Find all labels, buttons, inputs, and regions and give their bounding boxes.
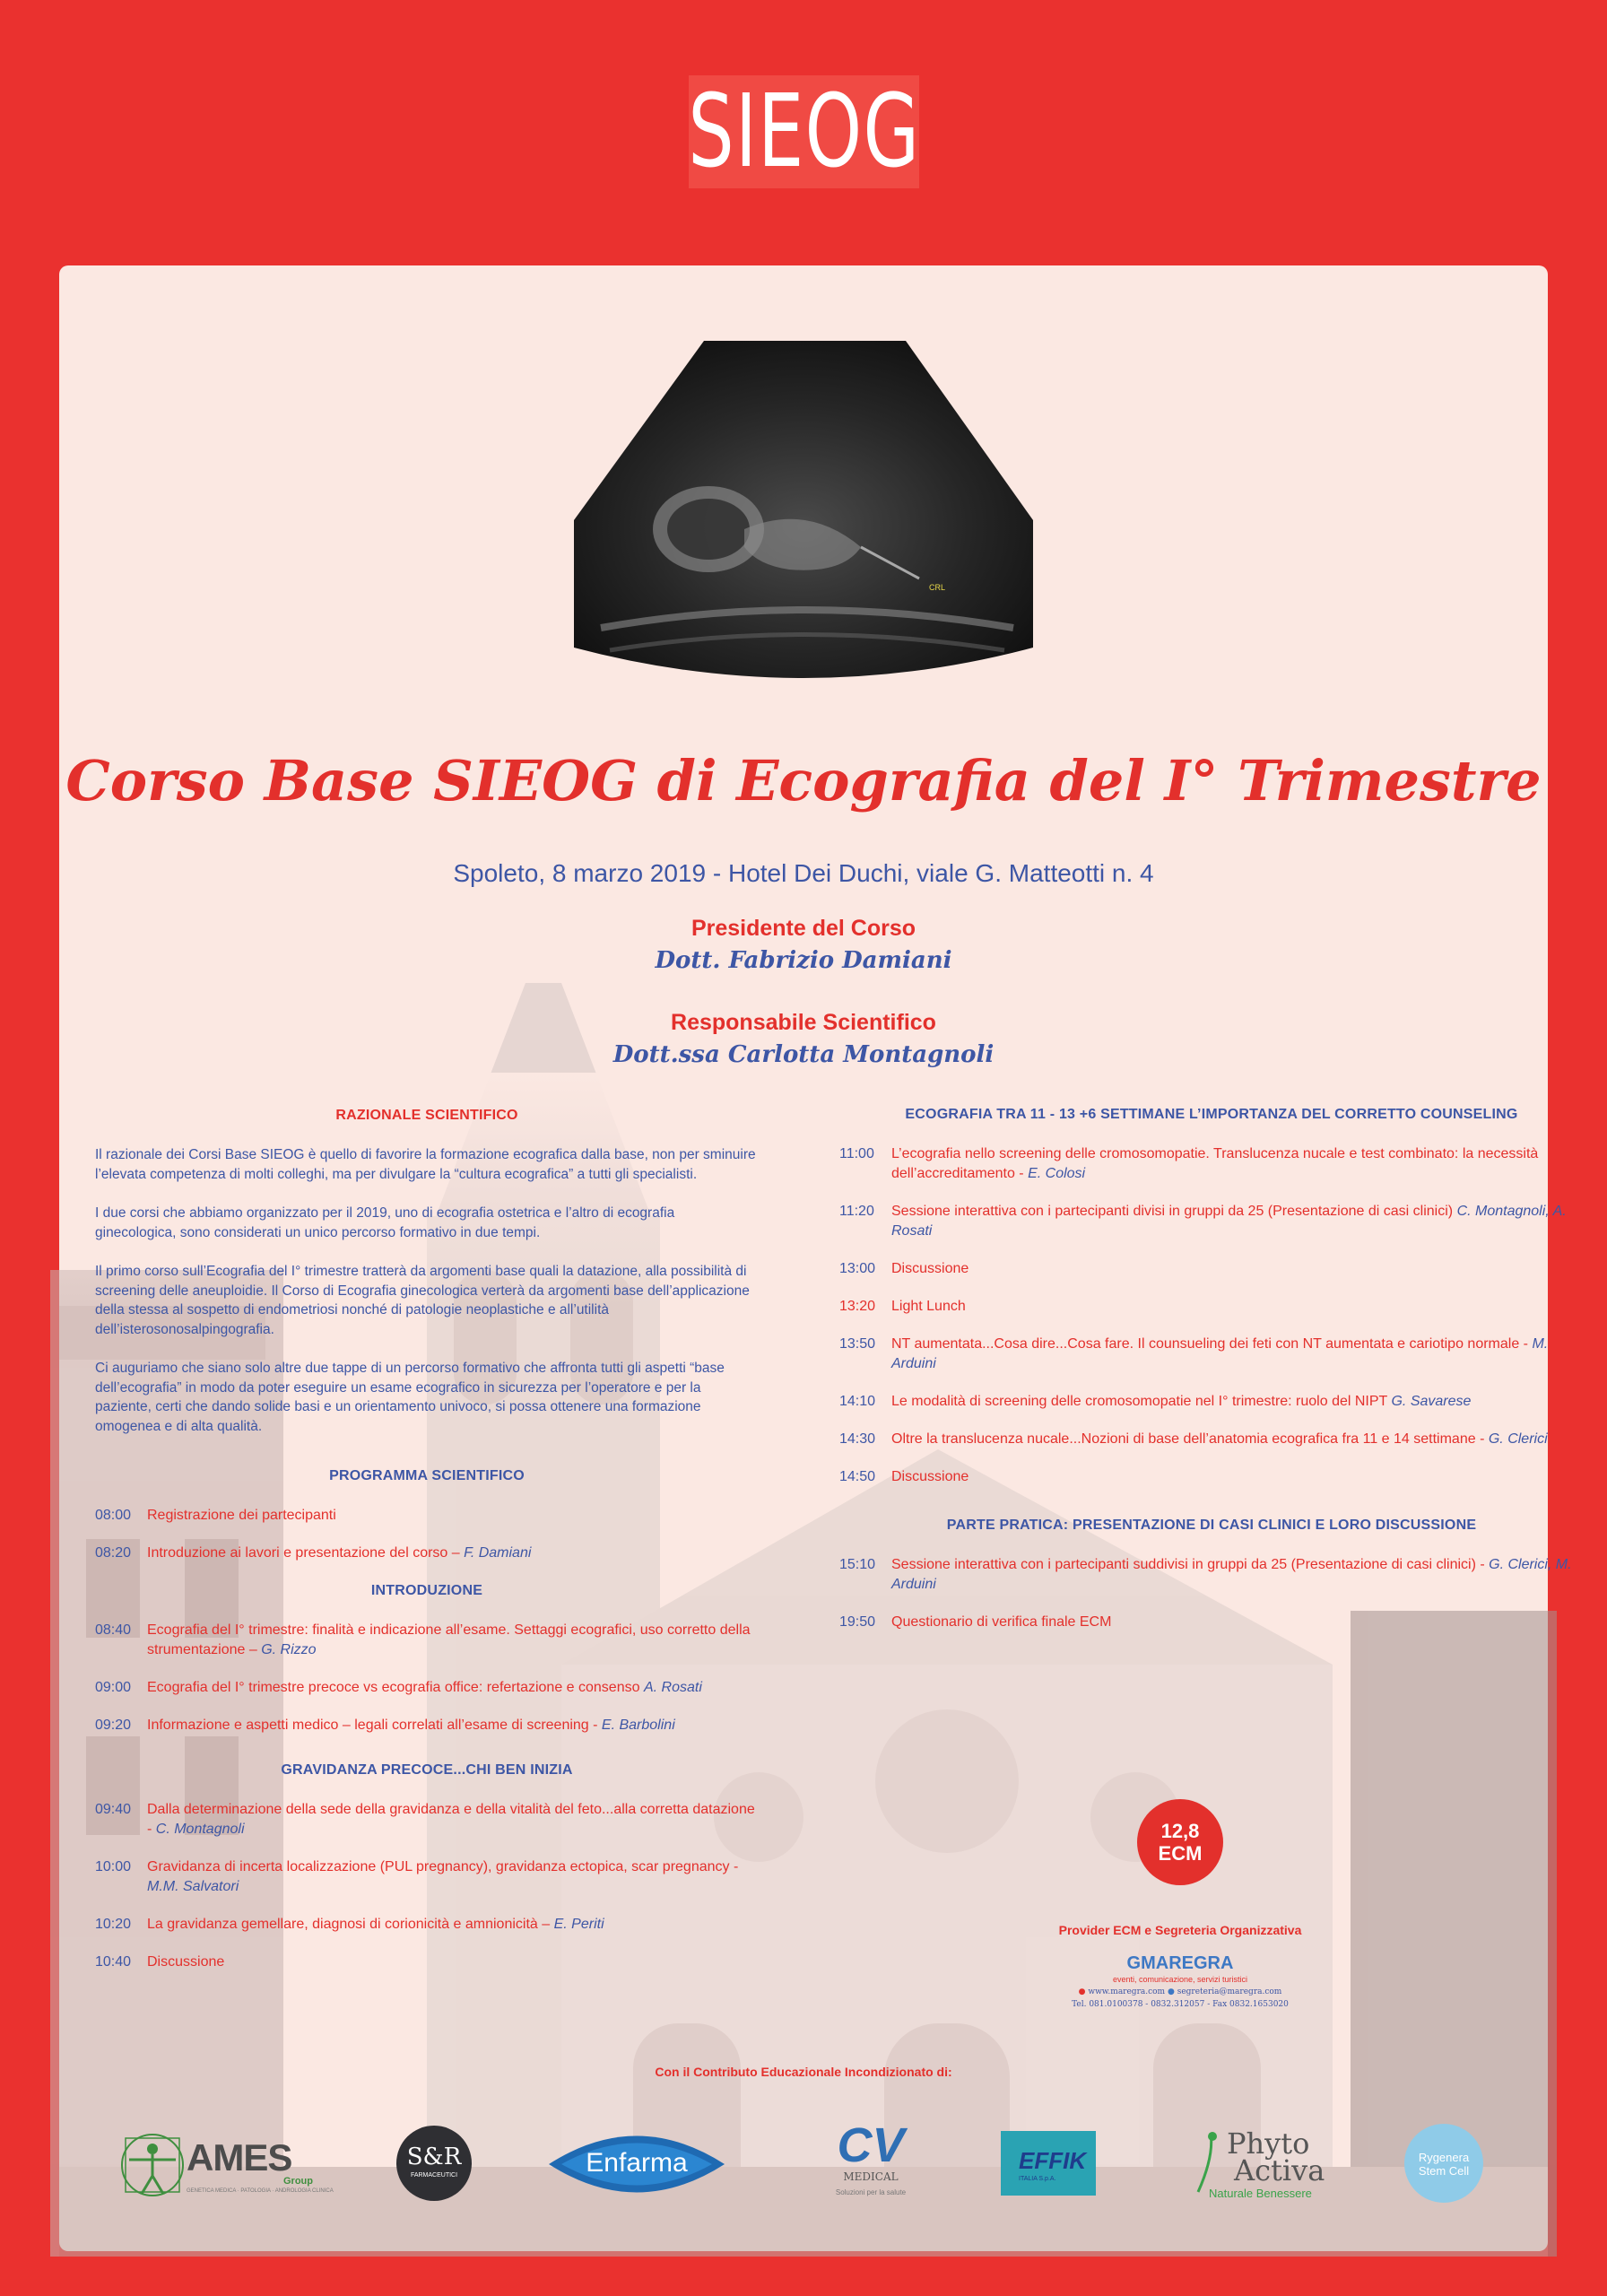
schedule-time: 10:40 — [95, 1954, 132, 1970]
razionale-paragraph: I due corsi che abbiamo organizzato per il 2019, uno di ecografia ostetrica e l’altro di ecografia ginecologica, sono considerati un unico percorso formativo in due tempi. — [95, 1205, 675, 1240]
responsabile-block — [59, 1010, 1548, 1068]
schedule-item — [891, 1335, 1584, 1374]
effik-name: EFFIK — [1019, 2147, 1087, 2174]
phyto-name-2: Activa — [1234, 2153, 1325, 2187]
schedule-desc: Registrazione dei partecipanti — [147, 1508, 336, 1523]
introduzione-list — [95, 1621, 759, 1735]
schedule-item — [147, 1952, 759, 1972]
schedule-item — [891, 1392, 1584, 1412]
maregra-g-icon: G — [1126, 1953, 1142, 1973]
schedule-speaker: E. Barbolini — [601, 1718, 675, 1733]
schedule-row — [839, 1335, 1584, 1374]
schedule-row — [839, 1467, 1584, 1487]
programma-heading: PROGRAMMA SCIENTIFICO — [329, 1468, 525, 1483]
schedule-item — [891, 1555, 1584, 1595]
logo-text: SIEOG — [687, 74, 921, 190]
schedule-speaker: E. Colosi — [1028, 1166, 1086, 1181]
schedule-desc: Le modalità di screening delle cromosomopatie nel I° trimestre: ruolo del NIPT — [891, 1394, 1388, 1409]
schedule-desc: Sessione interattiva con i partecipanti divisi in gruppi da 25 (Presentazione di casi clinici) — [891, 1204, 1454, 1219]
maregra-name: MAREGRA — [1141, 1953, 1234, 1973]
crl-label: CRL — [929, 583, 946, 592]
schedule-time: 19:50 — [839, 1614, 876, 1630]
schedule-time: 09:40 — [95, 1802, 132, 1817]
presidente-label: Presidente del Corso — [691, 916, 916, 941]
schedule-row — [95, 1716, 759, 1735]
schedule-item — [147, 1678, 759, 1698]
rygenera-logo — [1404, 2124, 1483, 2203]
schedule-desc: Discussione — [147, 1954, 225, 1970]
schedule-time: 11:00 — [839, 1146, 874, 1161]
schedule-item — [891, 1202, 1584, 1241]
contributo-label: Con il Contributo Educazionale Incondizionato di: — [655, 2065, 952, 2079]
ames-sub: Group — [283, 2176, 313, 2187]
schedule-time: 14:30 — [839, 1431, 876, 1447]
provider-label: Provider ECM e Segreteria Organizzativa — [1058, 1923, 1302, 1937]
schedule-item — [147, 1716, 759, 1735]
razionale-paragraph: Ci auguriamo che siano solo altre due tappe di un percorso formativo che affronta tutti gli aspetti “base dell’ecografia” in modo da poter eseguire un esame ecografico in sicurezza per l’operatore e per la paziente, certi che dando solide basi e un orientamento univoco, si possa ottenere una formazione omogenea e di alta qualità. — [95, 1361, 725, 1434]
schedule-time: 09:00 — [95, 1680, 132, 1695]
schedule-time: 08:00 — [95, 1508, 132, 1523]
ecografia-heading: ECOGRAFIA TRA 11 - 13 +6 SETTIMANE L’IMPORTANZA DEL CORRETTO COUNSELING — [905, 1107, 1518, 1122]
pratica-list — [839, 1555, 1584, 1632]
schedule-row — [95, 1857, 759, 1897]
schedule-time: 08:40 — [95, 1622, 132, 1638]
presidente-name: Dott. Fabrizio Damiani — [655, 947, 952, 974]
schedule-desc: Sessione interattiva con i partecipanti suddivisi in gruppi da 25 (Presentazione di casi clinici) - — [891, 1557, 1485, 1572]
maregra-web: www.maregra.com — [1088, 1987, 1166, 1996]
ames-logo — [117, 2129, 334, 2201]
schedule-speaker: G. Clerici, M. Arduini — [891, 1557, 1572, 1592]
schedule-item — [147, 1800, 759, 1839]
gravidanza-list — [95, 1800, 759, 1972]
razionale-paragraph: Il razionale dei Corsi Base SIEOG è quello di favorire la formazione ecografica dalla base, non per sminuire l’elevata competenza di molti colleghi, ma per divulgare la “cultura ecografica” a tutti gli specialisti. — [95, 1147, 756, 1182]
schedule-row — [95, 1506, 759, 1526]
right-column — [839, 1105, 1584, 1650]
introduzione-heading: INTRODUZIONE — [370, 1583, 483, 1598]
maregra-email: segreteria@maregra.com — [1177, 1987, 1282, 1996]
schedule-desc: Ecografia del I° trimestre: finalità e indicazione all’esame. Settaggi ecografici, uso corretto della strumentazione – — [147, 1622, 751, 1657]
schedule-time: 10:20 — [95, 1917, 132, 1932]
schedule-desc: Gravidanza di incerta localizzazione (PUL pregnancy), gravidanza ectopica, scar pregnancy - — [147, 1859, 739, 1874]
ames-tag: GENETICA MEDICA · PATOLOGIA · ANDROLOGIA CLINICA — [187, 2188, 334, 2194]
schedule-time: 11:20 — [839, 1204, 874, 1219]
schedule-item — [891, 1430, 1584, 1449]
programma-list — [95, 1506, 759, 1563]
sr-sub: FARMACEUTICI — [410, 2172, 458, 2179]
schedule-item — [147, 1915, 759, 1935]
ecm-badge — [1137, 1799, 1223, 1885]
schedule-desc: NT aumentata...Cosa dire...Cosa fare. Il counsueling dei feti con NT aumentata e cariotipo normale - — [891, 1336, 1528, 1352]
schedule-time: 08:20 — [95, 1545, 132, 1561]
razionale-paragraph: Il primo corso sull’Ecografia del I° trimestre tratterà da argomenti base quali la datazione, alla possibilità di screening delle aneuploidie. Il Corso di Ecografia ginecologica verterà da argomenti base dell’applicazione della stessa al sospetto di endometriosi nonché di patologie neoplastiche e all’utilità dell’isterosonosalpingografia. — [95, 1264, 750, 1337]
schedule-item — [891, 1467, 1584, 1487]
schedule-row — [839, 1144, 1584, 1184]
schedule-desc: Questionario di verifica finale ECM — [891, 1614, 1112, 1630]
schedule-time: 10:00 — [95, 1859, 132, 1874]
schedule-desc: Light Lunch — [891, 1299, 966, 1314]
ecm-unit: ECM — [1158, 1842, 1203, 1865]
maregra-tagline: eventi, comunicazione, servizi turistici — [1112, 1975, 1248, 1984]
schedule-row — [839, 1613, 1584, 1632]
rygenera-name-2: Stem Cell — [1418, 2164, 1470, 2178]
schedule-row — [839, 1555, 1584, 1595]
schedule-desc: Ecografia del I° trimestre precoce vs ecografia office: refertazione e consenso — [147, 1680, 640, 1695]
razionale-heading: RAZIONALE SCIENTIFICO — [335, 1108, 518, 1123]
schedule-row — [839, 1392, 1584, 1412]
schedule-row — [95, 1544, 759, 1563]
effik-sub: ITALIA S.p.A. — [1019, 2176, 1056, 2182]
schedule-desc: L’ecografia nello screening delle cromosomopatie. Translucenza nucale e test combinato: la necessità dell’accreditamento - — [891, 1146, 1539, 1181]
schedule-item — [891, 1259, 1584, 1279]
schedule-desc: Oltre la translucenza nucale...Nozioni di base dell’anatomia ecografica fra 11 e 14 settimane - — [891, 1431, 1485, 1447]
schedule-desc: Dalla determinazione della sede della gravidanza e della vitalità del feto...alla corretta datazione - — [147, 1802, 755, 1837]
schedule-speaker: G. Savarese — [1391, 1394, 1472, 1409]
sr-name: S&R — [406, 2144, 462, 2170]
schedule-row — [95, 1678, 759, 1698]
left-column — [95, 1106, 759, 1990]
vitruvian-icon — [117, 2129, 188, 2201]
ecografia-list — [839, 1144, 1584, 1487]
web-icon: ● — [1078, 1987, 1086, 1996]
schedule-time: 13:20 — [839, 1299, 876, 1314]
cv-tag: Soluzioni per la salute — [835, 2188, 907, 2196]
schedule-item — [147, 1506, 759, 1526]
sieog-logo — [689, 75, 919, 188]
course-title: Corso Base SIEOG di Ecografia del I° Trimestre — [65, 748, 1542, 813]
schedule-row — [95, 1621, 759, 1660]
schedule-desc: Informazione e aspetti medico – legali correlati all’esame di screening - — [147, 1718, 598, 1733]
schedule-item — [891, 1297, 1584, 1317]
cv-sub: MEDICAL — [843, 2170, 899, 2183]
schedule-row — [839, 1430, 1584, 1449]
schedule-speaker: A. Rosati — [643, 1680, 702, 1695]
cv-medical-logo — [812, 2120, 929, 2208]
schedule-desc: Discussione — [891, 1469, 969, 1484]
phyto-name-1: Phyto — [1227, 2126, 1310, 2161]
schedule-speaker: M.M. Salvatori — [147, 1879, 239, 1894]
responsabile-label: Responsabile Scientifico — [671, 1010, 936, 1035]
responsabile-name: Dott.ssa Carlotta Montagnoli — [612, 1041, 995, 1068]
presidente-block — [59, 916, 1548, 974]
schedule-speaker: E. Periti — [553, 1917, 604, 1932]
gravidanza-heading: GRAVIDANZA PRECOCE...CHI BEN INIZIA — [281, 1762, 573, 1778]
cv-name: CV — [837, 2118, 905, 2172]
schedule-speaker: F. Damiani — [464, 1545, 532, 1561]
schedule-time: 09:20 — [95, 1718, 132, 1733]
effik-logo — [1001, 2131, 1096, 2196]
schedule-row — [839, 1259, 1584, 1279]
ames-name: AMES — [187, 2136, 292, 2179]
sr-logo — [396, 2126, 472, 2201]
email-icon: ● — [1167, 1987, 1175, 1996]
pratica-heading: PARTE PRATICA: PRESENTAZIONE DI CASI CLINICI E LORO DISCUSSIONE — [946, 1518, 1477, 1533]
schedule-row — [839, 1297, 1584, 1317]
phyto-sub: Naturale Benessere — [1209, 2187, 1312, 2200]
schedule-desc: La gravidanza gemellare, diagnosi di corionicità e amnionicità – — [147, 1917, 551, 1932]
schedule-time: 15:10 — [839, 1557, 876, 1572]
schedule-row — [839, 1202, 1584, 1241]
phyto-activa-logo — [1187, 2127, 1340, 2203]
schedule-item — [147, 1544, 759, 1563]
poster-card — [59, 265, 1572, 2251]
schedule-speaker: C. Montagnoli — [155, 1822, 245, 1837]
rygenera-name-1: Rygenera — [1418, 2151, 1470, 2164]
schedule-speaker: G. Clerici — [1488, 1431, 1548, 1447]
schedule-row — [95, 1952, 759, 1972]
schedule-time: 13:00 — [839, 1261, 876, 1276]
enfarma-name: Enfarma — [586, 2148, 688, 2178]
event-subtitle: Spoleto, 8 marzo 2019 - Hotel Dei Duchi, viale G. Matteotti n. 4 — [453, 859, 1154, 887]
schedule-item — [147, 1857, 759, 1897]
maregra-logo — [1046, 1953, 1315, 2009]
schedule-item — [891, 1144, 1584, 1184]
schedule-speaker: M. Arduini — [891, 1336, 1549, 1371]
schedule-desc: Introduzione ai lavori e presentazione del corso – — [147, 1545, 460, 1561]
schedule-speaker: G. Rizzo — [261, 1642, 317, 1657]
schedule-row — [95, 1800, 759, 1839]
schedule-item — [891, 1613, 1584, 1632]
ecm-value: 12,8 — [1160, 1820, 1200, 1842]
schedule-item — [147, 1621, 759, 1660]
ultrasound-image — [574, 341, 1033, 676]
schedule-speaker: C. Montagnoli, A. Rosati — [891, 1204, 1567, 1239]
schedule-time: 14:10 — [839, 1394, 876, 1409]
schedule-time: 13:50 — [839, 1336, 876, 1352]
schedule-desc: Discussione — [891, 1261, 969, 1276]
schedule-row — [95, 1915, 759, 1935]
maregra-phone: Tel. 081.0100378 - 0832.312057 - Fax 0832.1653020 — [1072, 2000, 1289, 2009]
enfarma-logo — [549, 2124, 725, 2205]
schedule-time: 14:50 — [839, 1469, 876, 1484]
